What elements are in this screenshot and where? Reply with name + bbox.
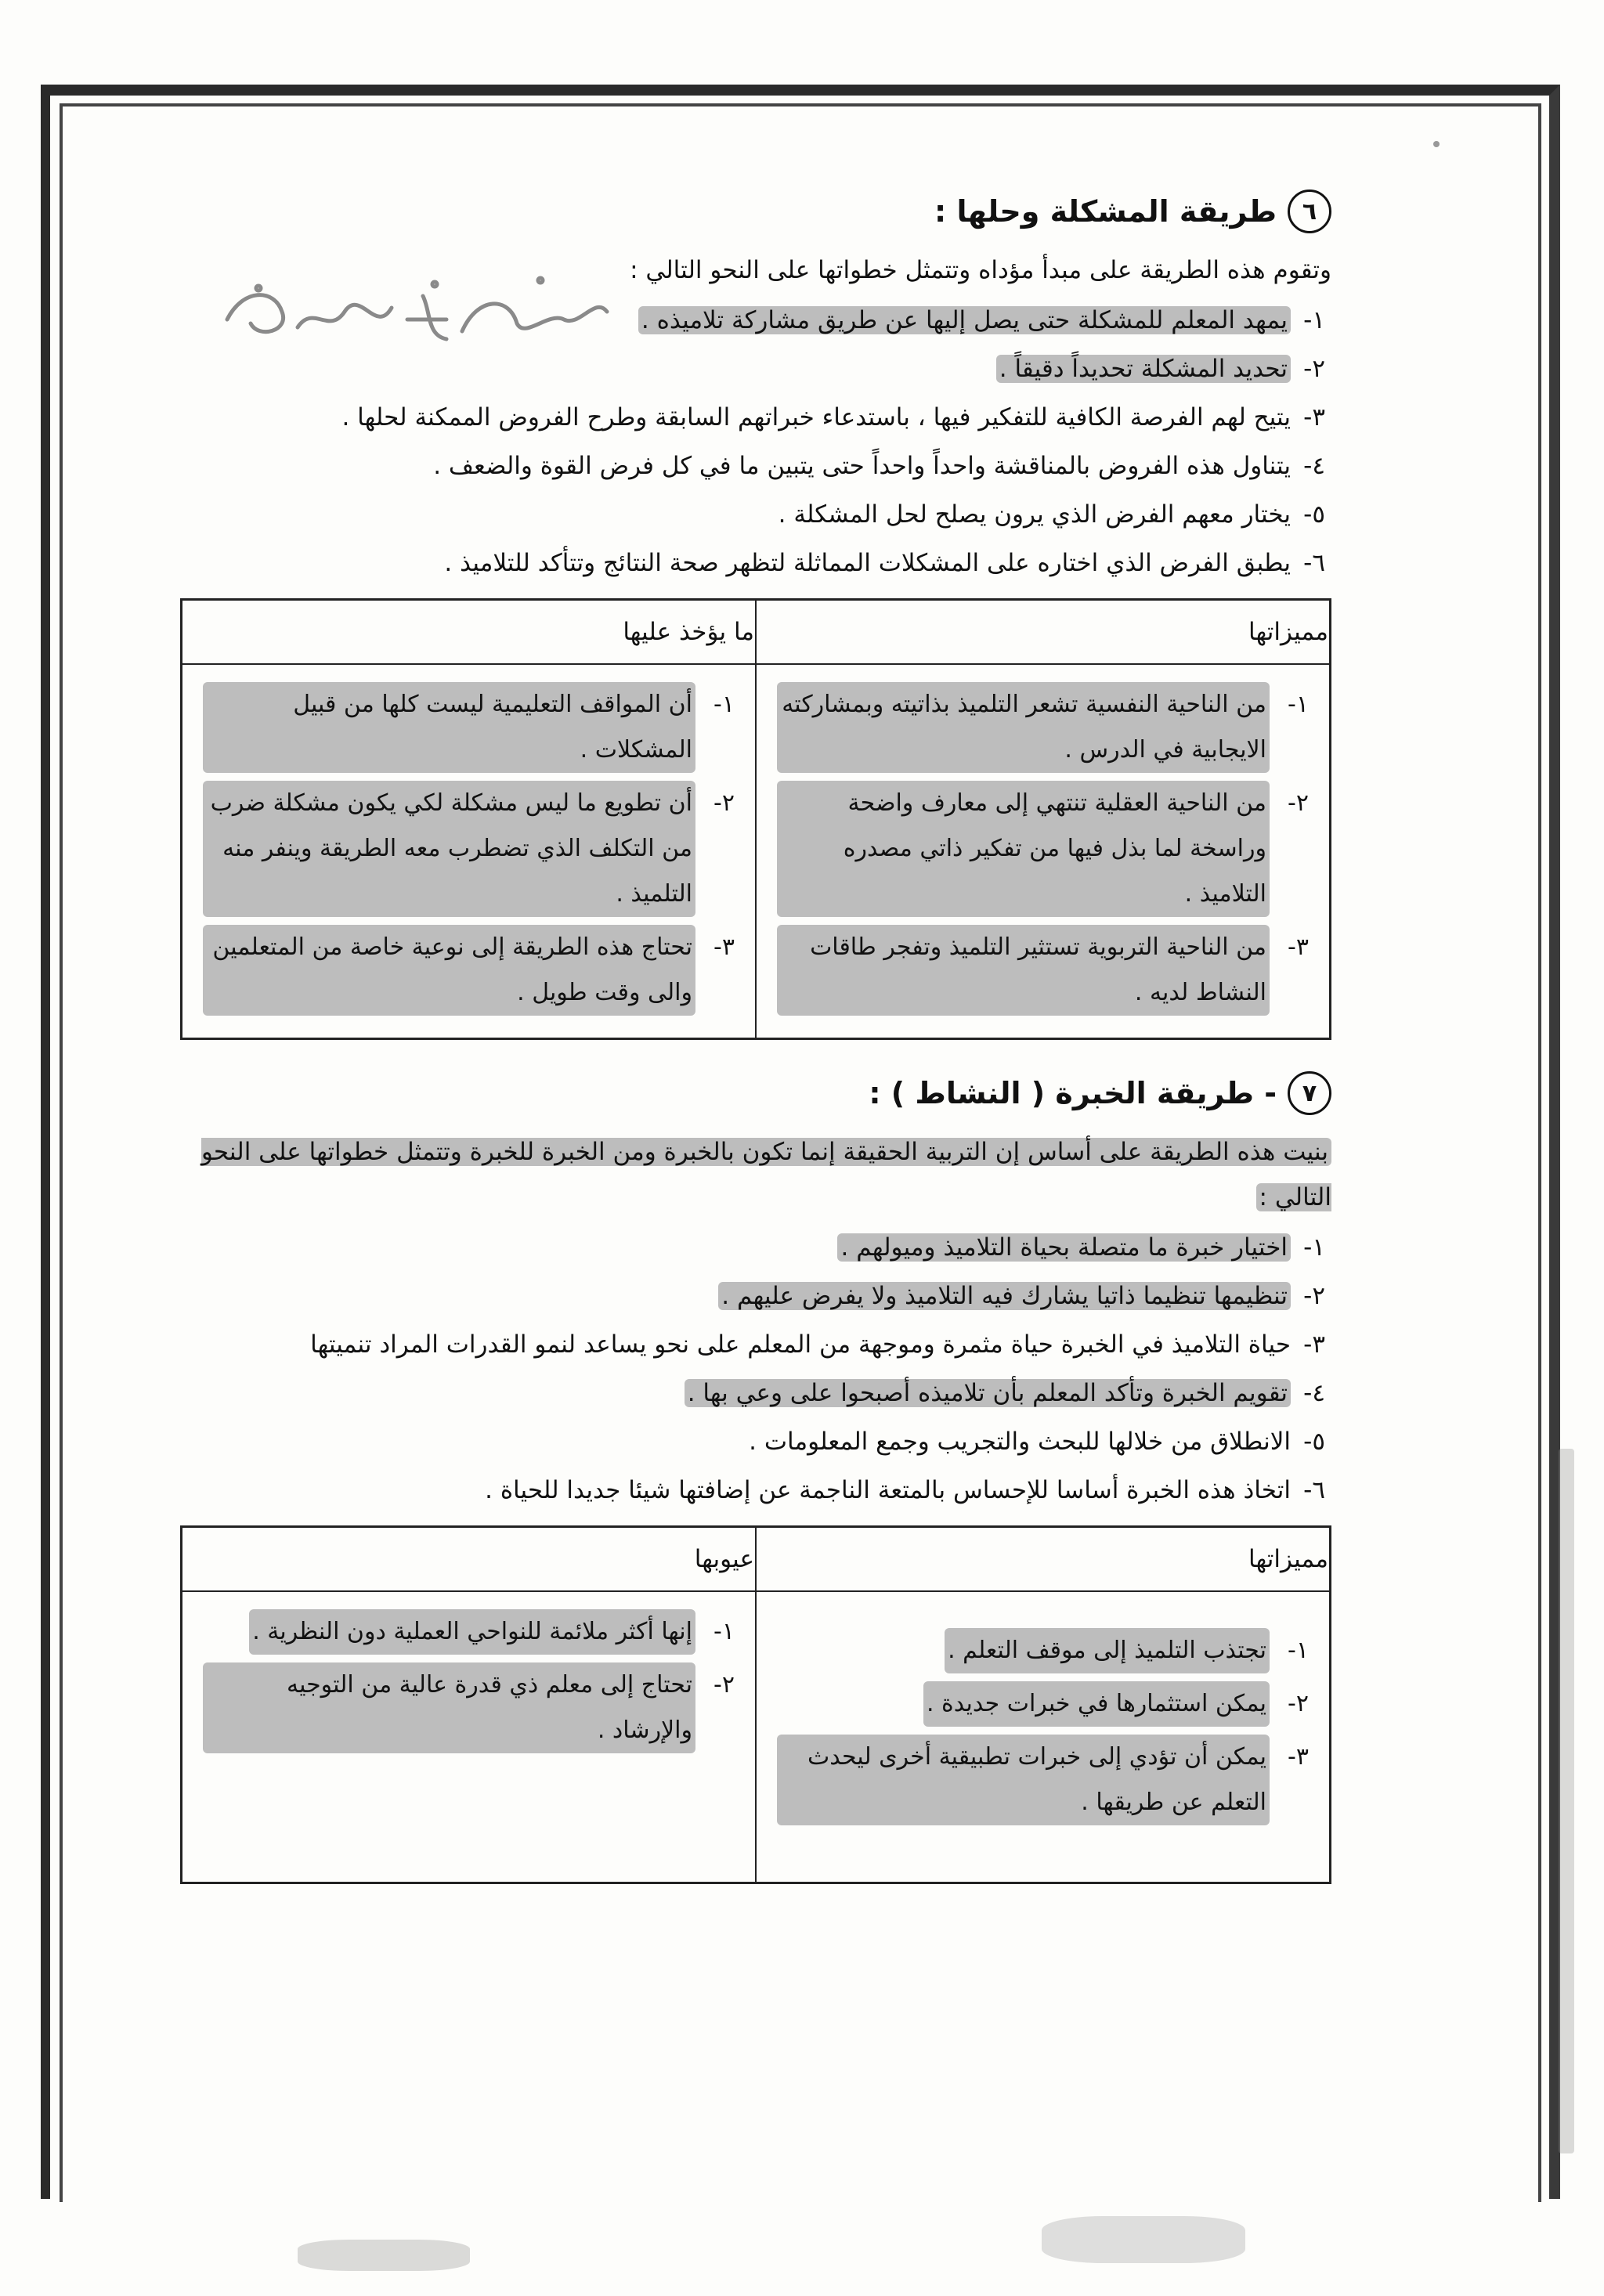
list-item: ٣-يتيح لهم الفرصة الكافية للتفكير فيها ، باستدعاء خبراتهم السابقة وطرح الفروض الممكنة لحلها .: [341, 403, 1325, 431]
document-body: [180, 180, 1331, 1915]
list-item: ١- تجتذب التلميذ إلى موقف التعلم .: [777, 1628, 1309, 1673]
section-6-title: طريقة المشكلة وحلها :: [934, 194, 1277, 229]
list-item: ٦-اتخاذ هذه الخبرة أساسا للإحساس بالمتعة الناجمة عن إضافتها شيئا جديدا للحياة .: [485, 1476, 1325, 1504]
advantages-cell: [756, 1591, 1331, 1883]
scan-noise: [1042, 2216, 1245, 2263]
list-item: ١-اختيار خبرة ما متصلة بحياة التلاميذ وميولهم .: [180, 1225, 1325, 1270]
table-header-advantages: مميزاتها: [756, 600, 1331, 665]
section-7-heading: [180, 1071, 1331, 1115]
section-6-intro: وتقوم هذه الطريقة على مبدأ مؤداه وتتمثل خطواتها على النحو التالي :: [630, 256, 1331, 284]
section-7-table: [180, 1525, 1331, 1884]
table-header-advantages: مميزاتها: [756, 1527, 1331, 1592]
list-item: ٣- يمكن أن تؤدي إلى خبرات تطبيقية أخرى ليحدث التعلم عن طريقها .: [777, 1735, 1309, 1825]
list-item: ٥-يختار معهم الفرض الذي يرون يصلح لحل المشكلة .: [778, 500, 1325, 529]
section-7-number: ٧: [1288, 1071, 1331, 1115]
list-item: ٢- يمكن استثمارها في خبرات جديدة .: [777, 1681, 1309, 1727]
list-item: ٢- من الناحية العقلية تنتهي إلى معارف واضحة وراسخة لما بذل فيها من تفكير ذاتي مصدره التلاميذ .: [777, 781, 1309, 917]
list-item: ٣- تحتاج هذه الطريقة إلى نوعية خاصة من المتعلمين والى وقت طويل .: [203, 925, 735, 1016]
list-item: ١- إنها أكثر ملائمة للنواحي العملية دون النظرية .: [203, 1609, 735, 1655]
scan-noise: [1433, 141, 1440, 147]
list-item: ١- من الناحية النفسية تشعر التلميذ بذاتيته وبمشاركته الايجابية في الدرس .: [777, 682, 1309, 773]
criticisms-cell: [182, 664, 757, 1039]
scan-noise: [1559, 1449, 1574, 2153]
table-header-criticisms: ما يؤخذ عليها: [182, 600, 757, 665]
list-item: ١-يمهد المعلم للمشكلة حتى يصل إليها عن طريق مشاركة تلاميذه .: [180, 298, 1325, 343]
section-7-title: - طريقة الخبرة ( النشاط ) :: [869, 1076, 1277, 1110]
section-7-intro: بنيت هذه الطريقة على أساس إن التربية الحقيقة إنما تكون بالخبرة ومن الخبرة للخبرة وتتمثل خطواتها على النحو التالي :: [200, 1138, 1331, 1211]
list-item: ٣-حياة التلاميذ في الخبرة حياة مثمرة وموجهة من المعلم على نحو يساعد لنمو القدرات المراد تنميتها: [310, 1330, 1325, 1359]
list-item: ٤-يتناول هذه الفروض بالمناقشة واحداً واحداً حتى يتبين ما في كل فرض القوة والضعف .: [433, 452, 1325, 480]
section-7-steps: [180, 1225, 1331, 1513]
table-header-disadvantages: عيوبها: [182, 1527, 757, 1592]
list-item: ٦-يطبق الفرض الذي اختاره على المشكلات المماثلة لتظهر صحة النتائج وتتأكد للتلاميذ .: [444, 549, 1325, 577]
list-item: ٢- تحتاج إلى معلم ذي قدرة عالية من التوجيه والإرشاد .: [203, 1662, 735, 1753]
section-6-steps: [180, 298, 1331, 586]
section-6-table: [180, 598, 1331, 1040]
list-item: ٤-تقويم الخبرة وتأكد المعلم بأن تلاميذه أصبحوا على وعي بها .: [180, 1370, 1325, 1416]
scan-noise: [298, 2240, 470, 2271]
list-item: ٢-تنظيمها تنظيما ذاتيا يشارك فيه التلاميذ ولا يفرض عليهم .: [180, 1273, 1325, 1319]
section-6-number: ٦: [1288, 190, 1331, 233]
advantages-cell: [756, 664, 1331, 1039]
list-item: ٢- أن تطويع ما ليس مشكلة لكي يكون مشكلة ضرب من التكلف الذي تضطرب معه الطريقة وينفر منه التلميذ .: [203, 781, 735, 917]
list-item: ١- أن المواقف التعليمية ليست كلها من قبيل المشكلات .: [203, 682, 735, 773]
list-item: ٣- من الناحية التربوية تستثير التلميذ وتفجر طاقات النشاط لديه .: [777, 925, 1309, 1016]
list-item: ٢-تحديد المشكلة تحديداً دقيقاً .: [180, 346, 1325, 392]
section-6-heading: [180, 190, 1331, 233]
disadvantages-cell: [182, 1591, 757, 1883]
list-item: ٥-الانطلاق من خلالها للبحث والتجريب وجمع المعلومات .: [749, 1428, 1325, 1456]
